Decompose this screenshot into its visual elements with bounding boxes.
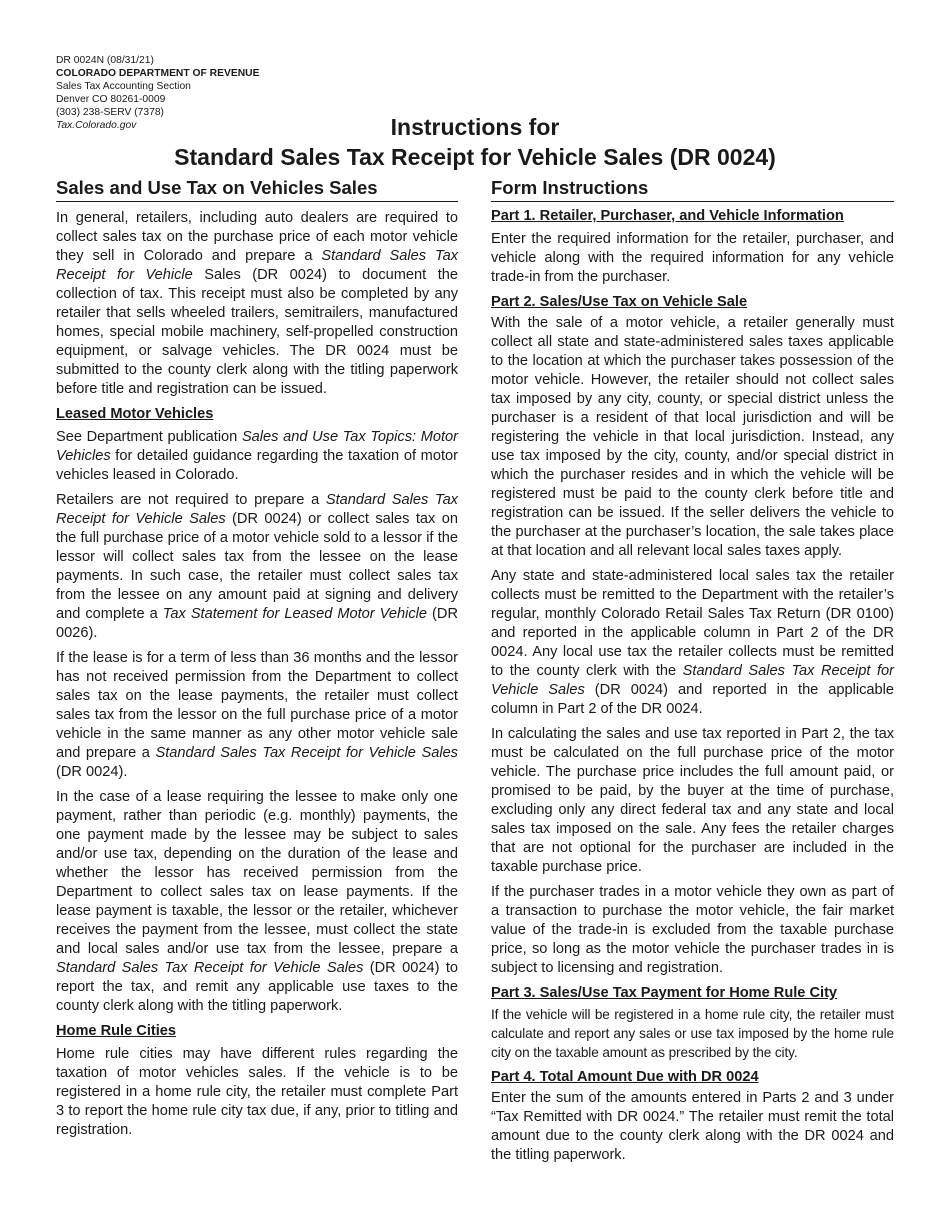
right-column bbox=[491, 177, 894, 1171]
page-title-line2: Standard Sales Tax Receipt for Vehicle Sales (DR 0024) bbox=[174, 144, 776, 170]
part2-paragraph-1: With the sale of a motor vehicle, a retailer generally must collect all state and state-administered sales taxes applicable to the location at which the purchaser takes possession of the motor vehicle. However, the retailer should not collect sales tax imposed by any city, county, or special district unless the purchaser is a resident of that local jurisdiction and will be registering the vehicle in that local jurisdiction. Instead, any use tax imposed by the city, county, and/or special district in which the purchaser resides and in which the vehicle will be registered must be paid to the county clerk before title and registration can be issued. If the seller delivers the vehicle to the purchaser at the purchaser’s location, the sale takes place at that location and all relevant local sales taxes apply. bbox=[491, 315, 894, 559]
part2-paragraph-4: If the purchaser trades in a motor vehicle they own as part of a transaction to purchase the motor vehicle, the fair market value of the trade-in is excluded from the taxable purchase price, so long as the motor vehicle the purchaser trades in is subject to licensing and registration. bbox=[491, 884, 894, 976]
section-heading-form-instructions: Form Instructions bbox=[491, 177, 894, 202]
part1-paragraph: Enter the required information for the retailer, purchaser, and vehicle along with the required information for any vehicle trade-in from the purchaser. bbox=[491, 231, 894, 285]
website: Tax.Colorado.gov bbox=[56, 120, 137, 132]
leased-paragraph-3: If the lease is for a term of less than 36 months and the lessor has not received permission from the Department to collect sales tax on the lease payments, the retailer must collect sales tax from the lessor on the full purchase price of a motor vehicle in the same manner as any other motor vehicle sale and prepare a Standard Sales Tax Receipt for Vehicle Sales (DR 0024). bbox=[56, 650, 458, 780]
leased-vehicles-heading: Leased Motor Vehicles bbox=[56, 406, 214, 422]
leased-paragraph-2: Retailers are not required to prepare a Standard Sales Tax Receipt for Vehicle Sales (DR 0024) or collect sales tax on the full purchase price of a motor vehicle sold to a lessor if the lessor will collect sales tax from the lessee on the lease payments. In such case, the retailer must collect sales tax from the lessee on any amount paid at signing and delivery and complete a Tax Statement for Leased Motor Vehicle (DR 0026). bbox=[56, 492, 458, 641]
part2-paragraph-3: In calculating the sales and use tax reported in Part 2, the tax must be calculated on the full purchase price of the motor vehicle. The purchase price includes the full amount paid, or promised to be paid, by the buyer at the time of purchase, excluding only any direct federal tax and any state and local sales tax imposed on the sale. Any fees the retailer charges that are not optional for the purchaser are included in the taxable purchase price. bbox=[491, 726, 894, 875]
part3-heading: Part 3. Sales/Use Tax Payment for Home Rule City bbox=[491, 985, 838, 1001]
leased-paragraph-1: See Department publication Sales and Use Tax Topics: Motor Vehicles for detailed guidance regarding the taxation of motor vehicles leased in Colorado. bbox=[56, 429, 459, 483]
part3-paragraph: If the vehicle will be registered in a home rule city, the retailer must calculate and report any sales or use tax imposed by the home rule city on the taxable amount as prescribed by the city. bbox=[491, 1007, 894, 1060]
part4-heading: Part 4. Total Amount Due with DR 0024 bbox=[491, 1069, 759, 1085]
form-number: DR 0024N (08/31/21) bbox=[56, 55, 154, 66]
part4-paragraph: Enter the sum of the amounts entered in Parts 2 and 3 under “Tax Remitted with DR 0024.” The retailer must remit the total amount due to the county clerk along with the DR 0024 and the titling paperwork. bbox=[491, 1090, 894, 1163]
leased-paragraph-4: In the case of a lease requiring the lessee to make only one payment, rather than periodic (e.g. monthly) payments, the one payment made by the lessee may be subject to sales and/or use tax, depending on the duration of the lease and whether the lessor has received permission from the Department to collect sales tax on lease payments. If the lease payment is taxable, the lessor or the retailer, whichever receives the payment from the lessee, must collect the state and local sales and/or use tax from the lessee, prepare a Standard Sales Tax Receipt for Vehicle Sales (DR 0024) to report the tax, and remit any applicable use taxes to the county clerk along with the titling paperwork. bbox=[56, 789, 458, 1014]
left-column bbox=[56, 177, 458, 1146]
section-heading-sales-use-tax: Sales and Use Tax on Vehicles Sales bbox=[56, 177, 458, 202]
home-rule-cities-heading: Home Rule Cities bbox=[56, 1023, 177, 1039]
address: Denver CO 80261-0009 bbox=[56, 94, 166, 106]
intro-paragraph: In general, retailers, including auto dealers are required to collect sales tax on the purchase price of each motor vehicle they sell in Colorado and prepare a Standard Sales Tax Receipt for Vehicle Sales (DR 0024) to document the collection of tax. This receipt must also be completed by any retailer that sells wheeled trailers, semitrailers, manufactured homes, special mobile machinery, self-propelled construction equipment, or salvage vehicles. The DR 0024 must be submitted to the county clerk along with the titling paperwork before title and registration can be issued. bbox=[56, 210, 458, 397]
section-name: Sales Tax Accounting Section bbox=[56, 81, 191, 93]
part1-heading: Part 1. Retailer, Purchaser, and Vehicle Information bbox=[491, 208, 844, 224]
home-rule-paragraph: Home rule cities may have different rules regarding the taxation of motor vehicles sales. If the vehicle is to be registered in a home rule city, the retailer must complete Part 3 to report the home rule city tax due, if any, prior to titling and registration. bbox=[56, 1046, 458, 1138]
part2-paragraph-2: Any state and state-administered local sales tax the retailer collects must be remitted to the Department with the retailer’s regular, monthly Colorado Retail Sales Tax Return (DR 0100) and reported in the applicable column in Part 2 of the DR 0024. Any local use tax the retailer collects must be remitted to the county clerk with the Standard Sales Tax Receipt for Vehicle Sales (DR 0024) and reported in the applicable column in Part 2 of the DR 0024. bbox=[491, 568, 894, 717]
phone-number: (303) 238-SERV (7378) bbox=[56, 107, 164, 119]
department-name: COLORADO DEPARTMENT OF REVENUE bbox=[56, 68, 260, 80]
page-title-line1: Instructions for bbox=[390, 114, 560, 140]
part2-heading: Part 2. Sales/Use Tax on Vehicle Sale bbox=[491, 294, 748, 310]
